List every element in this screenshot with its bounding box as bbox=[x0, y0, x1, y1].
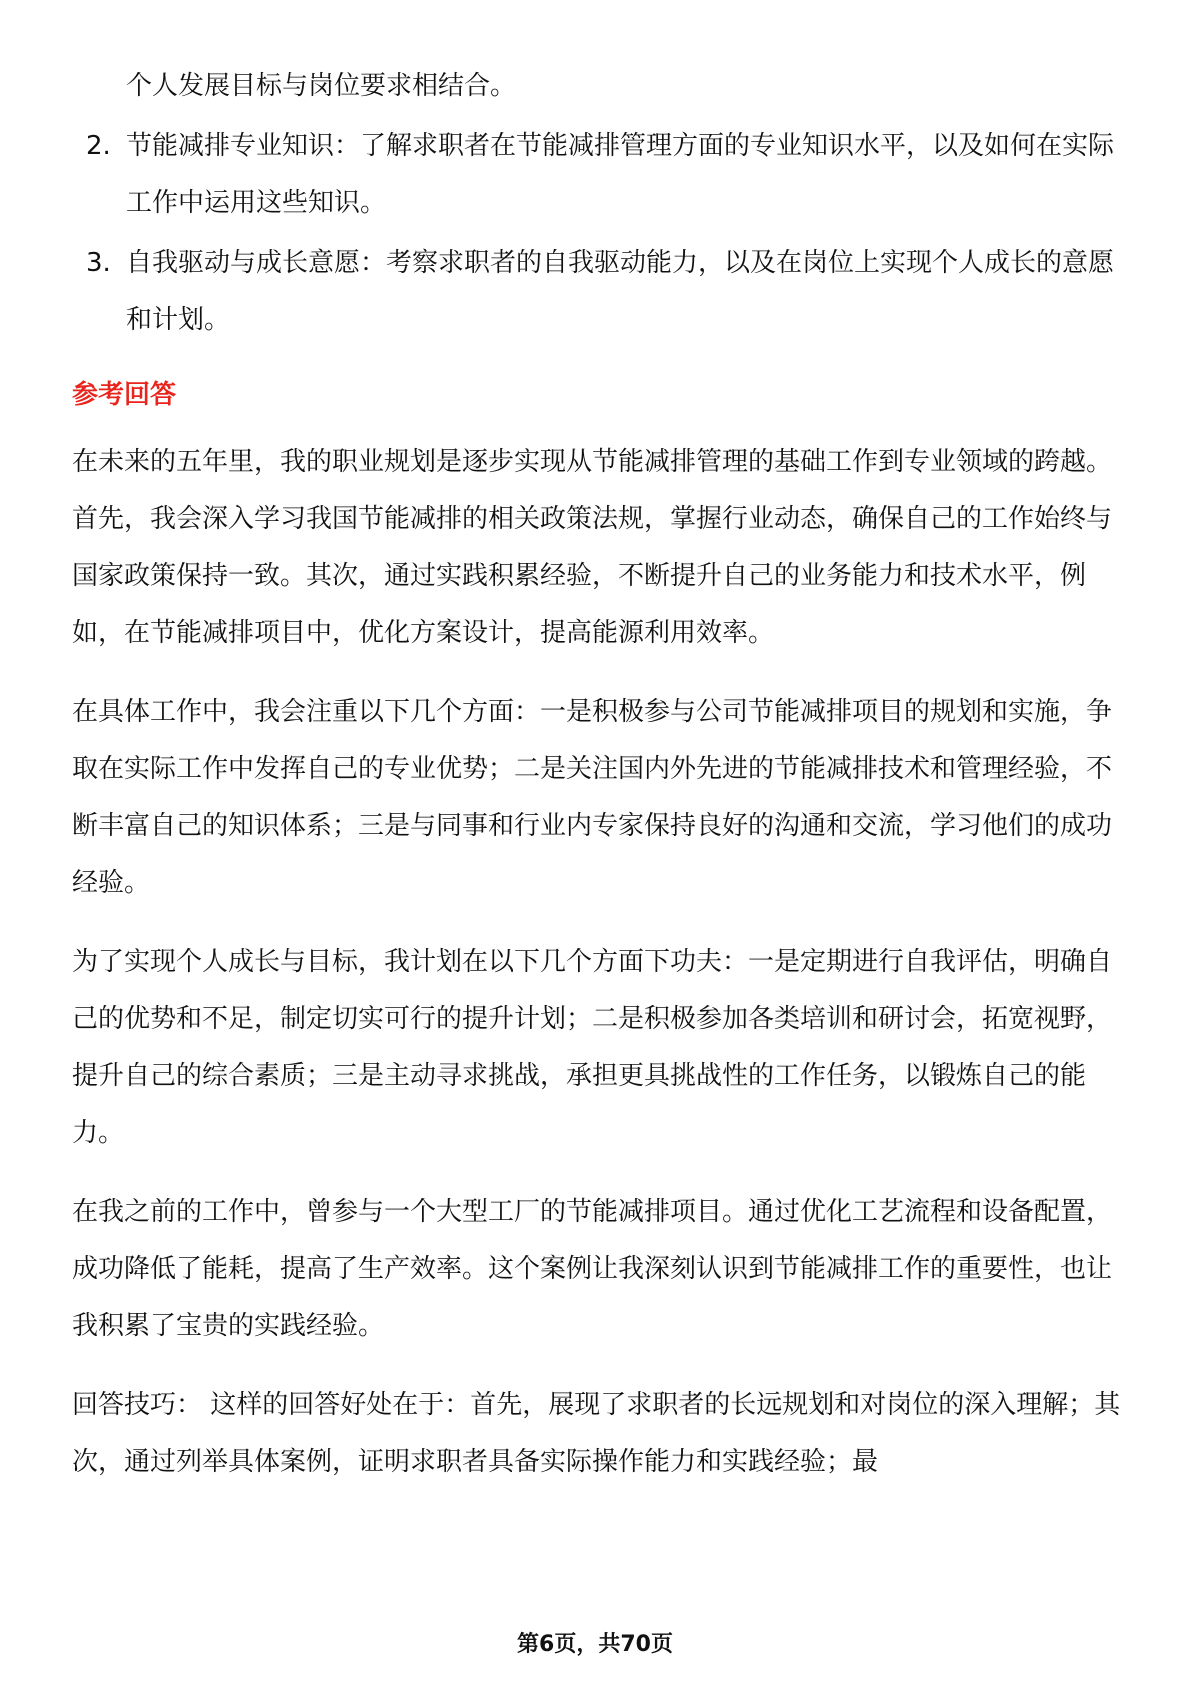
criteria-list bbox=[72, 118, 1124, 349]
list-item-text: 自我驱动与成长意愿：考察求职者的自我驱动能力，以及在岗位上实现个人成长的意愿和计划。 bbox=[126, 248, 1115, 335]
list-item bbox=[72, 118, 1124, 232]
list-number: 2. bbox=[86, 131, 111, 161]
answer-paragraph: 在具体工作中，我会注重以下几个方面：一是积极参与公司节能减排项目的规划和实施，争取在实际工作中发挥自己的专业优势；二是关注国内外先进的节能减排技术和管理经验，不断丰富自己的知识体系；三是与同事和行业内专家保持良好的沟通和交流，学习他们的成功经验。 bbox=[72, 697, 1113, 898]
list-item bbox=[72, 235, 1124, 349]
answer-paragraph: 在我之前的工作中，曾参与一个大型工厂的节能减排项目。通过优化工艺流程和设备配置，成功降低了能耗，提高了生产效率。这个案例让我深刻认识到节能减排工作的重要性，也让我积累了宝贵的实践经验。 bbox=[72, 1197, 1113, 1341]
list-number: 3. bbox=[86, 248, 111, 278]
answer-paragraph: 为了实现个人成长与目标，我计划在以下几个方面下功夫：一是定期进行自我评估，明确自己的优势和不足，制定切实可行的提升计划；二是积极参加各类培训和研讨会，拓宽视野，提升自己的综合素质；三是主动寻求挑战，承担更具挑战性的工作任务，以锻炼自己的能力。 bbox=[72, 947, 1113, 1148]
answer-paragraph: 在未来的五年里，我的职业规划是逐步实现从节能减排管理的基础工作到专业领域的跨越。首先，我会深入学习我国节能减排的相关政策法规，掌握行业动态，确保自己的工作始终与国家政策保持一致。其次，通过实践积累经验，不断提升自己的业务能力和技术水平，例如，在节能减排项目中，优化方案设计，提高能源利用效率。 bbox=[72, 447, 1113, 648]
tips-paragraph: 回答技巧： 这样的回答好处在于：首先，展现了求职者的长远规划和对岗位的深入理解；其次，通过列举具体案例，证明求职者具备实际操作能力和实践经验；最 bbox=[72, 1390, 1121, 1477]
section-title: 参考回答 bbox=[72, 380, 177, 410]
list-item-text: 节能减排专业知识：了解求职者在节能减排管理方面的专业知识水平，以及如何在实际工作中运用这些知识。 bbox=[126, 131, 1115, 218]
page-content bbox=[72, 58, 1124, 1491]
list-item-continuation: 个人发展目标与岗位要求相结合。 bbox=[126, 71, 517, 101]
page-number: 第6页，共70页 bbox=[517, 1632, 673, 1657]
